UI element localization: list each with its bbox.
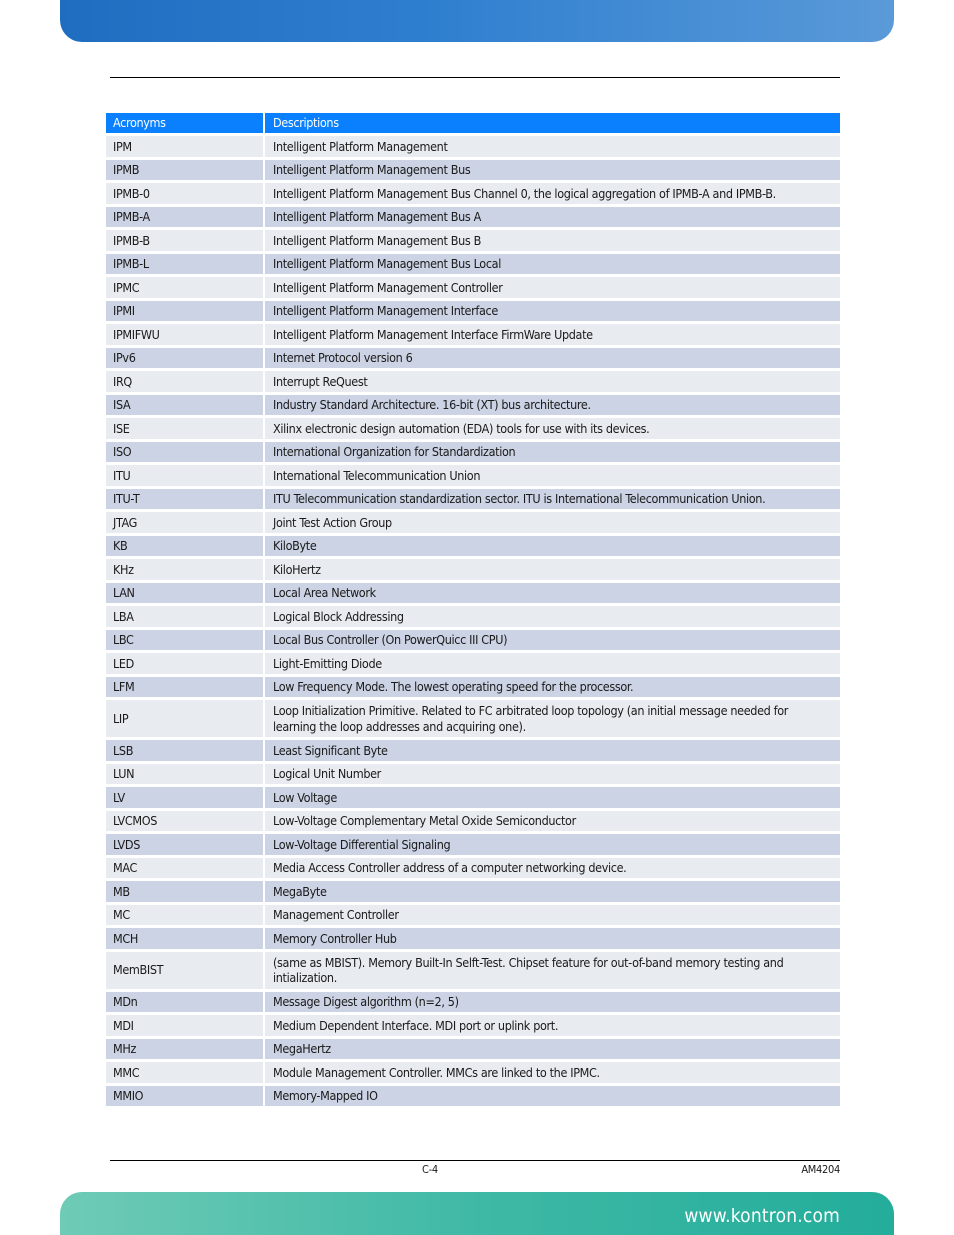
- acronym-cell: IPMB-L: [106, 254, 263, 275]
- table-row: [106, 583, 840, 604]
- header-rule: [110, 77, 840, 78]
- table-row: [106, 700, 840, 737]
- description-cell: Intelligent Platform Management Bus B: [265, 230, 840, 251]
- top-banner: [60, 0, 894, 42]
- acronym-cell: LSB: [106, 740, 263, 761]
- table-row: [106, 787, 840, 808]
- table-row: [106, 277, 840, 298]
- acronym-cell: MMC: [106, 1062, 263, 1083]
- acronym-cell: MCH: [106, 928, 263, 949]
- table-row: [106, 881, 840, 902]
- bottom-banner: [60, 1192, 894, 1235]
- acronym-cell: MAC: [106, 858, 263, 879]
- description-cell: Logical Unit Number: [265, 764, 840, 785]
- table-row: [106, 160, 840, 181]
- acronym-cell: LVCMOS: [106, 811, 263, 832]
- description-cell: International Organization for Standardization: [265, 442, 840, 463]
- acronym-cell: MHz: [106, 1039, 263, 1060]
- document-id: AM4204: [801, 1163, 840, 1176]
- acronyms-column-header: Acronyms: [106, 113, 263, 133]
- table-row: [106, 1039, 840, 1060]
- acronym-cell: IRQ: [106, 371, 263, 392]
- description-cell: ITU Telecommunication standardization sector. ITU is International Telecommunication Union.: [265, 489, 840, 510]
- table-row: [106, 559, 840, 580]
- description-cell: Industry Standard Architecture. 16-bit (XT) bus architecture.: [265, 395, 840, 416]
- description-cell: Intelligent Platform Management Bus Channel 0, the logical aggregation of IPMB-A and IPMB-B.: [265, 183, 840, 204]
- website-link[interactable]: www.kontron.com: [684, 1205, 840, 1227]
- table-row: [106, 183, 840, 204]
- acronym-cell: LUN: [106, 764, 263, 785]
- table-row: [106, 301, 840, 322]
- description-cell: Message Digest algorithm (n=2, 5): [265, 992, 840, 1013]
- table-row: [106, 952, 840, 989]
- description-cell: Intelligent Platform Management Bus Local: [265, 254, 840, 275]
- acronym-cell: ISA: [106, 395, 263, 416]
- table-row: [106, 928, 840, 949]
- acronym-cell: MDI: [106, 1015, 263, 1036]
- table-row: [106, 418, 840, 439]
- description-cell: Xilinx electronic design automation (EDA) tools for use with its devices.: [265, 418, 840, 439]
- acronym-cell: LBA: [106, 606, 263, 627]
- acronym-table: [106, 113, 840, 1106]
- acronym-cell: MC: [106, 905, 263, 926]
- table-row: [106, 136, 840, 157]
- description-cell: Management Controller: [265, 905, 840, 926]
- acronym-cell: KB: [106, 536, 263, 557]
- table-row: [106, 764, 840, 785]
- table-row: [106, 606, 840, 627]
- descriptions-column-header: Descriptions: [265, 113, 840, 133]
- table-row: [106, 1015, 840, 1036]
- acronym-cell: MB: [106, 881, 263, 902]
- description-cell: Local Area Network: [265, 583, 840, 604]
- description-cell: Medium Dependent Interface. MDI port or uplink port.: [265, 1015, 840, 1036]
- table-row: [106, 254, 840, 275]
- acronym-cell: IPMB-0: [106, 183, 263, 204]
- acronym-cell: MemBIST: [106, 952, 263, 989]
- description-cell: Low-Voltage Differential Signaling: [265, 834, 840, 855]
- acronym-cell: LED: [106, 653, 263, 674]
- acronym-cell: MDn: [106, 992, 263, 1013]
- description-cell: Low-Voltage Complementary Metal Oxide Semiconductor: [265, 811, 840, 832]
- footer-rule: [110, 1160, 840, 1161]
- description-cell: Logical Block Addressing: [265, 606, 840, 627]
- acronym-cell: MMIO: [106, 1086, 263, 1107]
- table-row: [106, 512, 840, 533]
- table-row: [106, 630, 840, 651]
- table-row: [106, 740, 840, 761]
- acronym-cell: JTAG: [106, 512, 263, 533]
- acronym-cell: ITU-T: [106, 489, 263, 510]
- table-row: [106, 442, 840, 463]
- table-row: [106, 371, 840, 392]
- description-cell: MegaByte: [265, 881, 840, 902]
- acronym-cell: LVDS: [106, 834, 263, 855]
- table-row: [106, 905, 840, 926]
- description-cell: Internet Protocol version 6: [265, 348, 840, 369]
- table-row: [106, 348, 840, 369]
- description-cell: Memory-Mapped IO: [265, 1086, 840, 1107]
- table-row: [106, 465, 840, 486]
- acronym-cell: IPMB: [106, 160, 263, 181]
- description-cell: Intelligent Platform Management Bus: [265, 160, 840, 181]
- description-cell: International Telecommunication Union: [265, 465, 840, 486]
- acronym-cell: IPMB-B: [106, 230, 263, 251]
- acronym-cell: IPv6: [106, 348, 263, 369]
- description-cell: Intelligent Platform Management Interface: [265, 301, 840, 322]
- description-cell: Media Access Controller address of a computer networking device.: [265, 858, 840, 879]
- description-cell: Joint Test Action Group: [265, 512, 840, 533]
- description-cell: Module Management Controller. MMCs are linked to the IPMC.: [265, 1062, 840, 1083]
- table-row: [106, 811, 840, 832]
- description-cell: Light-Emitting Diode: [265, 653, 840, 674]
- table-row: [106, 207, 840, 228]
- table-row: [106, 489, 840, 510]
- description-cell: Least Significant Byte: [265, 740, 840, 761]
- description-cell: KiloByte: [265, 536, 840, 557]
- description-cell: Memory Controller Hub: [265, 928, 840, 949]
- table-header-row: [106, 113, 840, 133]
- page-number: C-4: [422, 1163, 438, 1176]
- description-cell: Low Frequency Mode. The lowest operating speed for the processor.: [265, 677, 840, 698]
- acronym-cell: LAN: [106, 583, 263, 604]
- table-row: [106, 858, 840, 879]
- table-row: [106, 1062, 840, 1083]
- acronym-cell: LFM: [106, 677, 263, 698]
- description-cell: Low Voltage: [265, 787, 840, 808]
- table-row: [106, 677, 840, 698]
- acronym-cell: IPMI: [106, 301, 263, 322]
- acronym-cell: IPMB-A: [106, 207, 263, 228]
- acronym-cell: ISO: [106, 442, 263, 463]
- table-row: [106, 992, 840, 1013]
- description-cell: Intelligent Platform Management Bus A: [265, 207, 840, 228]
- description-cell: (same as MBIST). Memory Built-In Selft-Test. Chipset feature for out-of-band memory testing and intialization.: [265, 952, 840, 989]
- table-row: [106, 1086, 840, 1107]
- description-cell: MegaHertz: [265, 1039, 840, 1060]
- acronym-cell: IPMC: [106, 277, 263, 298]
- acronym-cell: IPM: [106, 136, 263, 157]
- description-cell: KiloHertz: [265, 559, 840, 580]
- description-cell: Loop Initialization Primitive. Related to FC arbitrated loop topology (an initial message needed for learning the loop addresses and acquiring one).: [265, 700, 840, 737]
- table-row: [106, 324, 840, 345]
- description-cell: Local Bus Controller (On PowerQuicc III CPU): [265, 630, 840, 651]
- table-body: [106, 136, 840, 1106]
- description-cell: Intelligent Platform Management Interface FirmWare Update: [265, 324, 840, 345]
- description-cell: Interrupt ReQuest: [265, 371, 840, 392]
- acronym-cell: LV: [106, 787, 263, 808]
- acronym-cell: IPMIFWU: [106, 324, 263, 345]
- acronym-cell: ISE: [106, 418, 263, 439]
- description-cell: Intelligent Platform Management: [265, 136, 840, 157]
- acronym-cell: LBC: [106, 630, 263, 651]
- table-row: [106, 653, 840, 674]
- table-row: [106, 395, 840, 416]
- table-row: [106, 834, 840, 855]
- acronym-cell: ITU: [106, 465, 263, 486]
- description-cell: Intelligent Platform Management Controller: [265, 277, 840, 298]
- acronym-cell: KHz: [106, 559, 263, 580]
- acronym-cell: LIP: [106, 700, 263, 737]
- table-row: [106, 536, 840, 557]
- table-row: [106, 230, 840, 251]
